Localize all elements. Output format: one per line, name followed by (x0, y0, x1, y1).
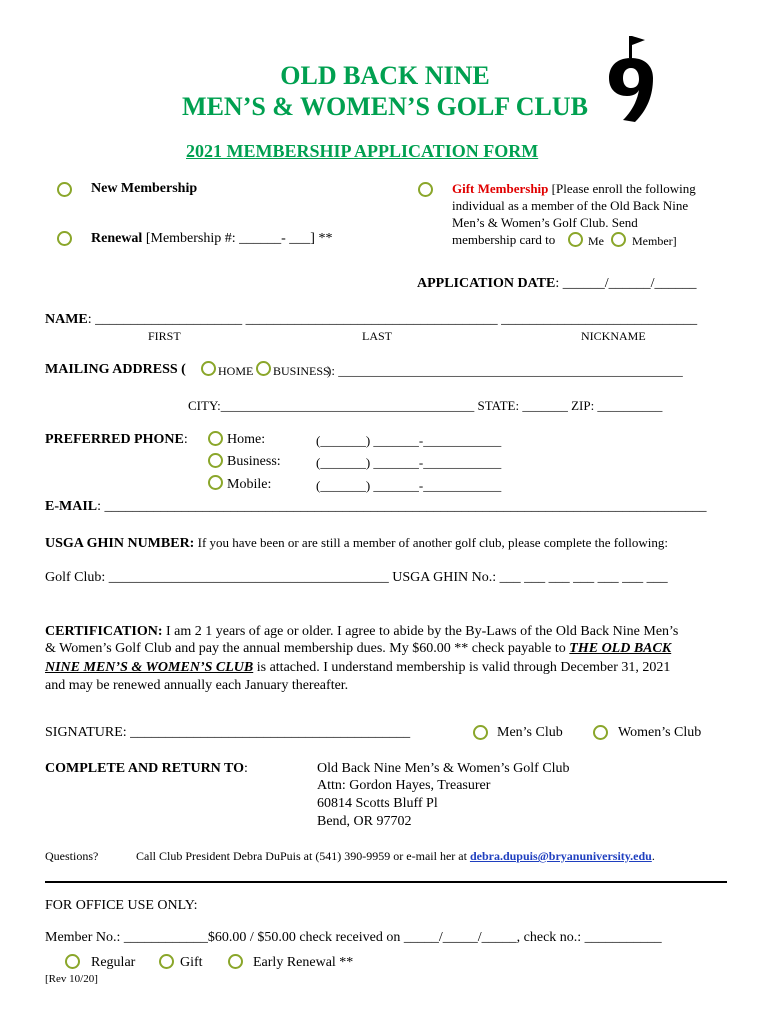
gift-membership-radio[interactable] (418, 182, 433, 197)
questions-label: Questions? (45, 849, 99, 863)
office-divider (45, 881, 727, 883)
return-to-colon: : (244, 761, 248, 776)
certification-club-name-2: NINE MEN’S & WOMEN’S CLUB (45, 660, 254, 675)
certification-label: CERTIFICATION: (45, 624, 163, 639)
phone-business-label: Business: (227, 454, 281, 469)
renewal-label: Renewal (91, 231, 143, 246)
questions-line (136, 849, 655, 864)
renewal-line (91, 231, 332, 247)
certification-line3-rest: is attached. I understand membership is valid through December 31, 2021 (253, 660, 671, 675)
certification-line2-pre: & Women’s Golf Club and pay the annual membership dues. My $60.00 ** check payable to (45, 641, 570, 656)
city-state-zip-line[interactable]: CITY:_______________________________________ STATE: _______ ZIP: __________ (188, 398, 663, 413)
office-member-line[interactable]: Member No.: ____________$60.00 / $50.00 check received on _____/_____/_____, check no.: ___________ (45, 930, 662, 945)
ghin-text: If you have been or are still a member of another golf club, please complete the following: (194, 535, 668, 550)
questions-text: Call Club President Debra DuPuis at (541) 390-9959 or e-mail her at (136, 849, 470, 863)
new-membership-label: New Membership (91, 181, 198, 196)
womens-club-radio[interactable] (593, 725, 608, 740)
return-address-line3: 60814 Scotts Bluff Pl (317, 796, 438, 811)
gift-line4-prefix: membership card to (452, 232, 556, 247)
return-address-line4: Bend, OR 97702 (317, 814, 412, 829)
name-last-caption: LAST (362, 329, 392, 343)
ghin-line (45, 535, 668, 552)
gift-line1-rest: [Please enroll the following (548, 181, 696, 196)
form-subtitle: 2021 MEMBERSHIP APPLICATION FORM (186, 141, 539, 161)
address-home-label: HOME (218, 364, 254, 378)
name-line[interactable] (45, 312, 697, 328)
office-gift-label: Gift (180, 955, 203, 970)
application-date-label: APPLICATION DATE (417, 276, 556, 291)
gift-line2: individual as a member of the Old Back Nine (452, 198, 689, 213)
gift-line3: Men’s & Women’s Golf Club. Send (452, 215, 638, 230)
email-label: E-MAIL (45, 499, 98, 514)
phone-home-radio[interactable] (208, 431, 223, 446)
phone-business-radio[interactable] (208, 453, 223, 468)
certification-line1-rest: I am 2 1 years of age or older. I agree to abide by the By-Laws of the Old Back Nine Men’s (162, 624, 679, 639)
certification-club-name-1: THE OLD BACK (569, 641, 672, 656)
name-blanks: : _____________________ ____________________________________ ____________________________ (87, 312, 698, 327)
ghin-label: USGA GHIN NUMBER: (45, 536, 195, 551)
office-gift-radio[interactable] (159, 954, 174, 969)
return-to-label: COMPLETE AND RETURN TO (45, 761, 245, 776)
revision-note: [Rev 10/20] (45, 973, 98, 985)
phone-mobile-blank[interactable]: (_______) _______-____________ (316, 478, 502, 493)
gift-membership-label: Gift Membership (452, 181, 549, 196)
preferred-phone-label: PREFERRED PHONE (45, 432, 184, 447)
name-first-caption: FIRST (148, 329, 181, 343)
gift-me-label: Me (588, 234, 604, 248)
email-blank: : ______________________________________________________________________________________ (97, 499, 707, 514)
certification-line3 (45, 660, 670, 676)
gift-member-label: Member] (632, 234, 677, 248)
phone-home-blank[interactable]: (_______) _______-____________ (316, 433, 502, 448)
certification-line4: and may be renewed annually each January thereafter. (45, 678, 349, 693)
mens-club-radio[interactable] (473, 725, 488, 740)
preferred-phone-line (45, 432, 188, 448)
gift-line1 (452, 181, 696, 197)
phone-mobile-label: Mobile: (227, 477, 272, 492)
address-business-label: BUSINESS (273, 364, 330, 378)
office-regular-radio[interactable] (65, 954, 80, 969)
signature-line[interactable]: SIGNATURE: ________________________________________ (45, 725, 411, 740)
application-date-line[interactable] (417, 276, 697, 292)
address-home-radio[interactable] (201, 361, 216, 376)
gift-member-radio[interactable] (611, 232, 626, 247)
preferred-phone-colon: : (183, 432, 188, 447)
application-date-blank: : ______/______/______ (555, 276, 697, 291)
phone-home-label: Home: (227, 432, 266, 447)
name-label: NAME (45, 312, 88, 327)
club-title-line2: MEN’S & WOMEN’S GOLF CLUB (182, 92, 588, 121)
office-regular-label: Regular (91, 955, 136, 970)
email-line[interactable] (45, 499, 707, 515)
new-membership-radio[interactable] (57, 182, 72, 197)
office-early-renewal-radio[interactable] (228, 954, 243, 969)
renewal-detail: [Membership #: ______- ___] ** (142, 231, 333, 246)
president-email-link[interactable]: debra.dupuis@bryanuniversity.edu (469, 849, 652, 863)
address-blank[interactable]: ): _____________________________________________________ (327, 363, 683, 378)
return-address-line1: Old Back Nine Men’s & Women’s Golf Club (317, 761, 570, 776)
womens-club-label: Women’s Club (618, 725, 702, 740)
address-business-radio[interactable] (256, 361, 271, 376)
office-use-label: FOR OFFICE USE ONLY: (45, 898, 198, 913)
renewal-radio[interactable] (57, 231, 72, 246)
mailing-address-label: MAILING ADDRESS ( (45, 362, 186, 377)
club-title-line1: OLD BACK NINE (280, 61, 490, 90)
name-nickname-caption: NICKNAME (581, 329, 646, 343)
gift-me-radio[interactable] (568, 232, 583, 247)
questions-period: . (651, 849, 655, 863)
return-address-line2: Attn: Gordon Hayes, Treasurer (317, 778, 491, 793)
mens-club-label: Men’s Club (497, 725, 563, 740)
phone-mobile-radio[interactable] (208, 475, 223, 490)
phone-business-blank[interactable]: (_______) _______-____________ (316, 455, 502, 470)
golf-club-ghin-line[interactable]: Golf Club: ________________________________________ USGA GHIN No.: ___ ___ ___ ___ ___ ___ ___ (45, 570, 668, 585)
certification-line2 (45, 641, 671, 657)
certification-line1 (45, 624, 678, 640)
return-to-line (45, 761, 248, 777)
office-early-renewal-label: Early Renewal ** (253, 955, 354, 970)
